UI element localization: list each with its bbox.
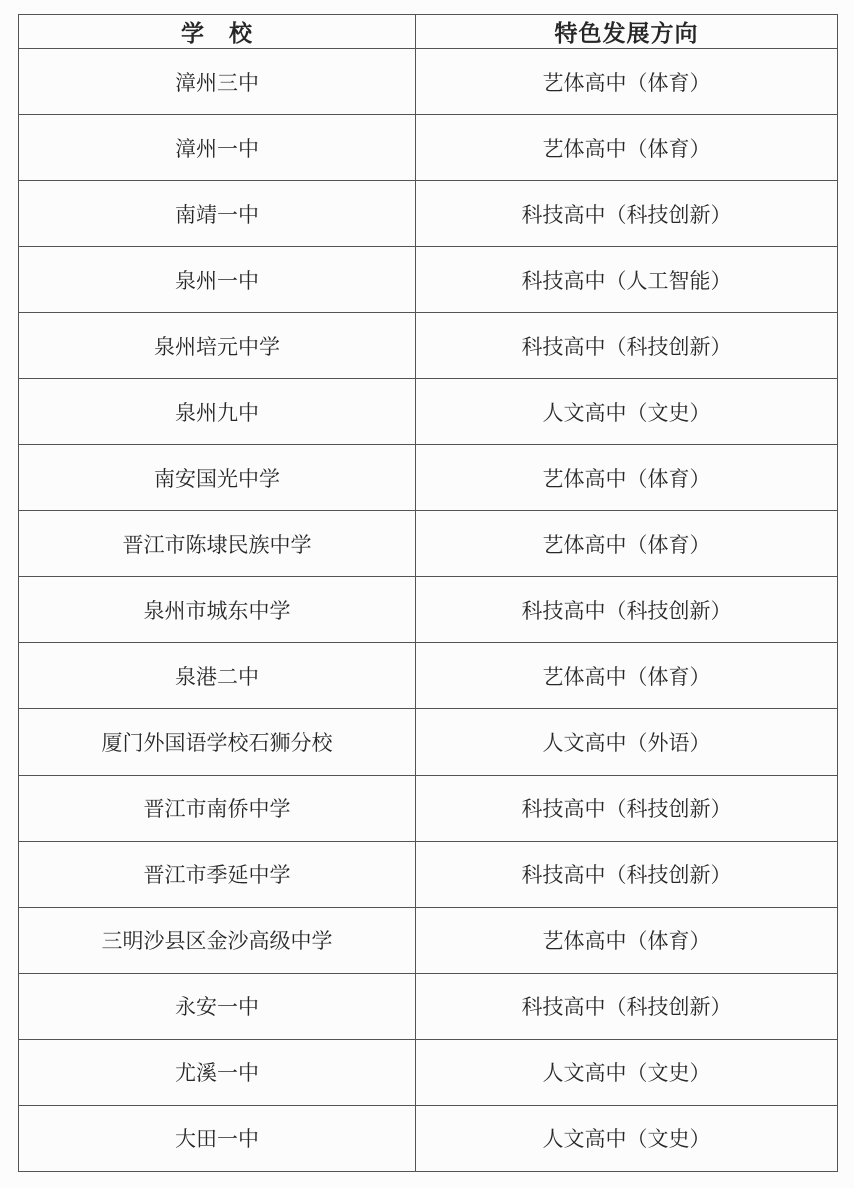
table-row <box>19 775 838 841</box>
table-row <box>19 511 838 577</box>
school-cell: 泉州一中 <box>19 247 416 313</box>
table-row <box>19 181 838 247</box>
direction-cell: 艺体高中（体育） <box>416 445 838 511</box>
direction-cell: 艺体高中（体育） <box>416 115 838 181</box>
schools-table <box>18 14 838 1172</box>
table-row <box>19 49 838 115</box>
direction-cell: 艺体高中（体育） <box>416 49 838 115</box>
table-row <box>19 1039 838 1105</box>
school-cell: 泉州市城东中学 <box>19 577 416 643</box>
school-cell: 泉港二中 <box>19 643 416 709</box>
school-cell: 漳州三中 <box>19 49 416 115</box>
school-cell: 晋江市南侨中学 <box>19 775 416 841</box>
direction-cell: 科技高中（科技创新） <box>416 181 838 247</box>
table-row <box>19 841 838 907</box>
direction-cell: 艺体高中（体育） <box>416 907 838 973</box>
direction-cell: 科技高中（科技创新） <box>416 313 838 379</box>
table-row <box>19 313 838 379</box>
direction-cell: 科技高中（科技创新） <box>416 841 838 907</box>
table-row <box>19 643 838 709</box>
table-row <box>19 577 838 643</box>
table-row <box>19 379 838 445</box>
column-header-school: 学 校 <box>19 15 416 49</box>
direction-cell: 科技高中（科技创新） <box>416 973 838 1039</box>
school-cell: 晋江市陈埭民族中学 <box>19 511 416 577</box>
direction-cell: 艺体高中（体育） <box>416 643 838 709</box>
table-row <box>19 907 838 973</box>
direction-cell: 人文高中（文史） <box>416 1039 838 1105</box>
table-row <box>19 247 838 313</box>
school-cell: 泉州九中 <box>19 379 416 445</box>
table-row <box>19 709 838 775</box>
direction-cell: 人文高中（文史） <box>416 379 838 445</box>
school-cell: 南靖一中 <box>19 181 416 247</box>
table-row <box>19 973 838 1039</box>
school-cell: 晋江市季延中学 <box>19 841 416 907</box>
direction-cell: 人文高中（文史） <box>416 1105 838 1171</box>
school-cell: 大田一中 <box>19 1105 416 1171</box>
direction-cell: 艺体高中（体育） <box>416 511 838 577</box>
column-header-direction: 特色发展方向 <box>416 15 838 49</box>
direction-cell: 科技高中（科技创新） <box>416 577 838 643</box>
school-cell: 尤溪一中 <box>19 1039 416 1105</box>
table-header-row <box>19 15 838 49</box>
table-row <box>19 115 838 181</box>
direction-cell: 科技高中（科技创新） <box>416 775 838 841</box>
school-cell: 三明沙县区金沙高级中学 <box>19 907 416 973</box>
table-row <box>19 445 838 511</box>
direction-cell: 人文高中（外语） <box>416 709 838 775</box>
school-cell: 南安国光中学 <box>19 445 416 511</box>
table-row <box>19 1105 838 1171</box>
school-cell: 漳州一中 <box>19 115 416 181</box>
school-cell: 厦门外国语学校石狮分校 <box>19 709 416 775</box>
school-cell: 泉州培元中学 <box>19 313 416 379</box>
direction-cell: 科技高中（人工智能） <box>416 247 838 313</box>
school-cell: 永安一中 <box>19 973 416 1039</box>
